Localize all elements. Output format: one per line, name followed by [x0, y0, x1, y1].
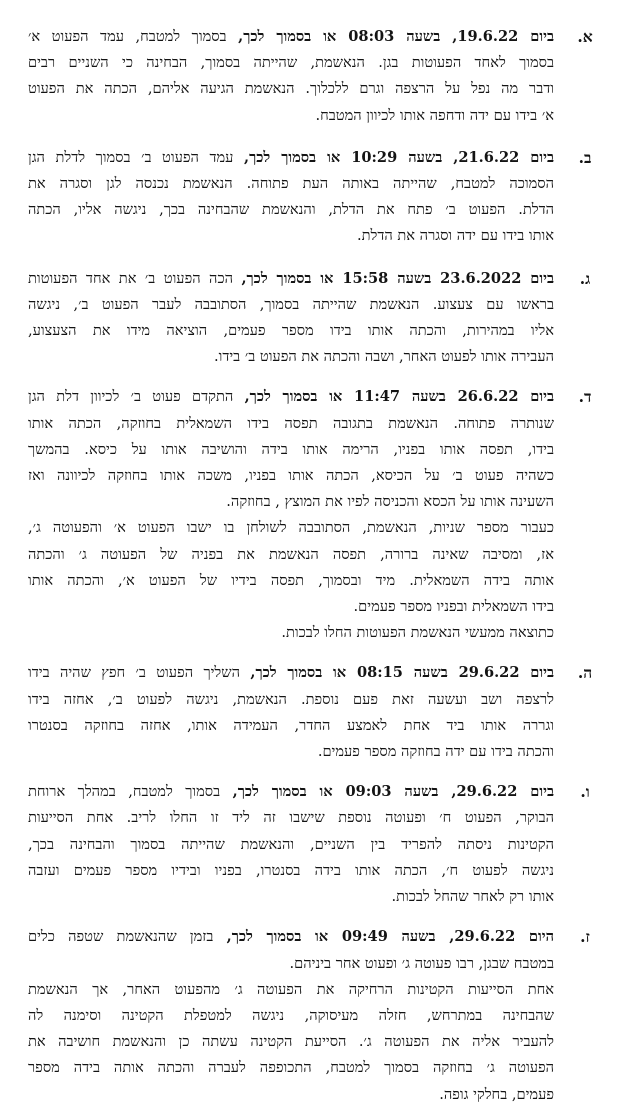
clause-line: הבוקר, הפעוט ח׳ ופעוטה נוספת שישבו זה ליד זו החלו לריב. אחת הסייעות [28, 809, 554, 827]
clause-lead: ביום 19.6.22, בשעה 08:03 או בסמוך לכך, [238, 28, 554, 45]
clause-text: עמד הפעוט ב׳ בסמוך לדלת הגן [28, 148, 234, 166]
clause-line: שנותרה פתוחה. הנאשמת בתגובה תפסה בידו השמאלית בחוזקה, הכתה אותו [28, 414, 554, 432]
clause-line: השעינה אותו על הכסא והכניסה לפיו את המוצץ , בחוזקה. [226, 493, 554, 511]
clause-line: אחת הסייעות הקטינות הרחיקה את הפעוטה ג׳ מהפעוט האחר, אך הנאשמת [28, 980, 554, 998]
clause-z [28, 924, 598, 1107]
clause-line: וגררה אותו ביד אחת לאמצע החדר, העמידה אותו, אחזה בחוזקה בסנטרו [28, 716, 554, 734]
clause-line: העבירה אותו לפעוט האחר, ושבה והכתה את הפעוט ב׳ בידו. [213, 348, 554, 366]
clause-line: לרצפה ושב ועשעה זאת פעם נוספת. הנאשמת, ניגשה לפעוט ב׳, אחזה בידו [28, 690, 554, 708]
clause-line: שהבחינה במתרחש, חזלה מעיסוקה, ניגשה למטפלת הקטינה וסימנה לה [28, 1006, 554, 1024]
clause-b [28, 145, 598, 250]
clause-line: במטבח שבגן, רבו פעוטה ג׳ ופעוט אחר ביניהם. [289, 954, 554, 972]
clause-marker: ה. [577, 663, 593, 683]
clause-marker: ג. [579, 268, 591, 288]
clause-line: כעבור מספר שניות, הנאשמת, הסתובבה לשולחן בו ישבו הפעוט א׳ והפעוטה ג׳, [28, 519, 554, 537]
clause-v [28, 779, 598, 910]
clause-line: בסמוך לאחד הפעוטות בגן. הנאשמת, שהייתה בסמוך, הבחינה כי השניים רבים [28, 54, 554, 72]
clause-g [28, 266, 598, 371]
clause-line [28, 924, 554, 950]
clause-line: בידו השמאלית ובפניו מספר פעמים. [353, 598, 554, 616]
clause-line: הפעוטה ג׳ בחוזקה בסמוך למטבח, התכופפה לעברה והכתה אותה בידה מספר [28, 1059, 554, 1077]
clause-line: להעביר אליה את הפעוטה ג׳. הסייעת הקטינה עשתה כן והנאשמת חושיבה את [28, 1033, 554, 1051]
clause-lead: ביום 29.6.22, בשעה 09:03 או בסמוך לכך, [232, 783, 554, 801]
clause-line: אותה בידה השמאלית. מיד ובסמוך, תפסה בידיו של הפעוט א׳, והכתה אותו [28, 571, 554, 589]
clause-marker: ז. [580, 927, 590, 947]
clause-line: בראשו עם צעצוע. הנאשמת שהייתה בסמוך, הסתובבה לעבר הפעוט ב׳, ניגשה [28, 295, 554, 313]
clause-line [28, 384, 554, 410]
clause-line: הדלת. הפעוט ב׳ פתח את הדלת, והנאשמת שהבחינה בכך, ניגשה אליו, הכתה [28, 201, 554, 219]
clause-text: התקדם פעוט ב׳ לכיוון דלת הגן [28, 388, 234, 406]
clause-marker: ו. [580, 782, 590, 802]
clause-lead: ביום 29.6.22 בשעה 08:15 או בסמוך לכך, [250, 664, 554, 682]
clause-line: ודבר מה נפל על הרצפה וגרם ללכלוך. הנאשמת הגיעה אליהם, הכתה את הפעוט [28, 80, 554, 98]
clause-a [28, 24, 598, 129]
clause-d [28, 384, 598, 646]
clause-text: בסמוך למטבח, עמד הפעוט א׳ [28, 28, 227, 45]
clause-line: אותו רק לאחר שהחל לבכות. [391, 888, 554, 906]
clause-line: כתוצאה ממעשי הנאשמת הפעוטות החלו לבכות. [281, 624, 554, 642]
clause-line [28, 145, 554, 171]
clause-line: אליו במהירות, והכתה אותו בידו מספר פעמים, הוציאה מידו את הצעצוע, [28, 322, 554, 340]
clause-lead: ביום 26.6.22 בשעה 11:47 או בסמוך לכך, [244, 388, 554, 406]
clause-marker: א. [577, 27, 593, 46]
clause-line [28, 266, 554, 292]
clause-line: אז, ומסיבה שאינה ברורה, תפסה הנאשמת את בפניה של הפעוטה ג׳ והכתה [28, 545, 554, 563]
clause-line: והכתה בידו עם ידה בחוזקה מספר פעמים. [317, 743, 554, 761]
clause-lead: ביום 21.6.22, בשעה 10:29 או בסמוך לכך, [243, 148, 555, 166]
clause-lead: היום 29.6.22, בשעה 09:49 או בסמוך לכך, [226, 928, 554, 946]
clause-line: ניגשה לפעוט ח׳, הכתה אותו בידה בסנטרו, בפניו ובידיו מספר פעמים ועזבה [28, 861, 554, 879]
clause-line: הסמוכה למטבח, שהייתה באותה העת פתוחה. הנאשמת נכנסה לגן וסגרה את [28, 175, 554, 193]
clause-text: בזמן שהנאשמת שטפה כלים [28, 928, 214, 946]
clause-line: א׳ בידו עם ידה ודחפה אותו לכיוון המטבח. [315, 106, 554, 124]
clause-line: פעמים, בחלקי גופה. [439, 1085, 554, 1103]
clause-text: הכה הפעוט ב׳ את אחד הפעוטות [28, 269, 233, 287]
clause-line: אותו בידו עם ידה וסגרה את הדלת. [356, 227, 554, 245]
clause-line: בידו, תפסה אותו בפניו, הרימה אותו בידה והושיבה אותו על כיסא. בהמשך [28, 440, 554, 458]
clause-marker: ד. [578, 387, 592, 407]
clause-line: כשהיה פעוט ב׳ על הכיסא, הכתה אותו בפניו, משכה אותו בחוזקה לכיוונה ואז [28, 467, 554, 485]
clause-line [28, 660, 554, 686]
clause-marker: ב. [578, 147, 592, 167]
clause-line [28, 24, 554, 50]
clause-h [28, 660, 598, 765]
clause-text: בסמוך למטבח, במהלך ארוחת [28, 783, 221, 801]
clause-text: השליך הפעוט ב׳ חפץ שהיה בידו [28, 664, 240, 682]
clause-line: הקטינות ניסתה להפריד בין השניים, והנאשמת שהייתה בסמוך והבחינה בכך, [28, 835, 554, 853]
clause-line [28, 779, 554, 805]
clause-lead: ביום 23.6.2022 בשעה 15:58 או בסמוך לכך, [241, 269, 554, 287]
